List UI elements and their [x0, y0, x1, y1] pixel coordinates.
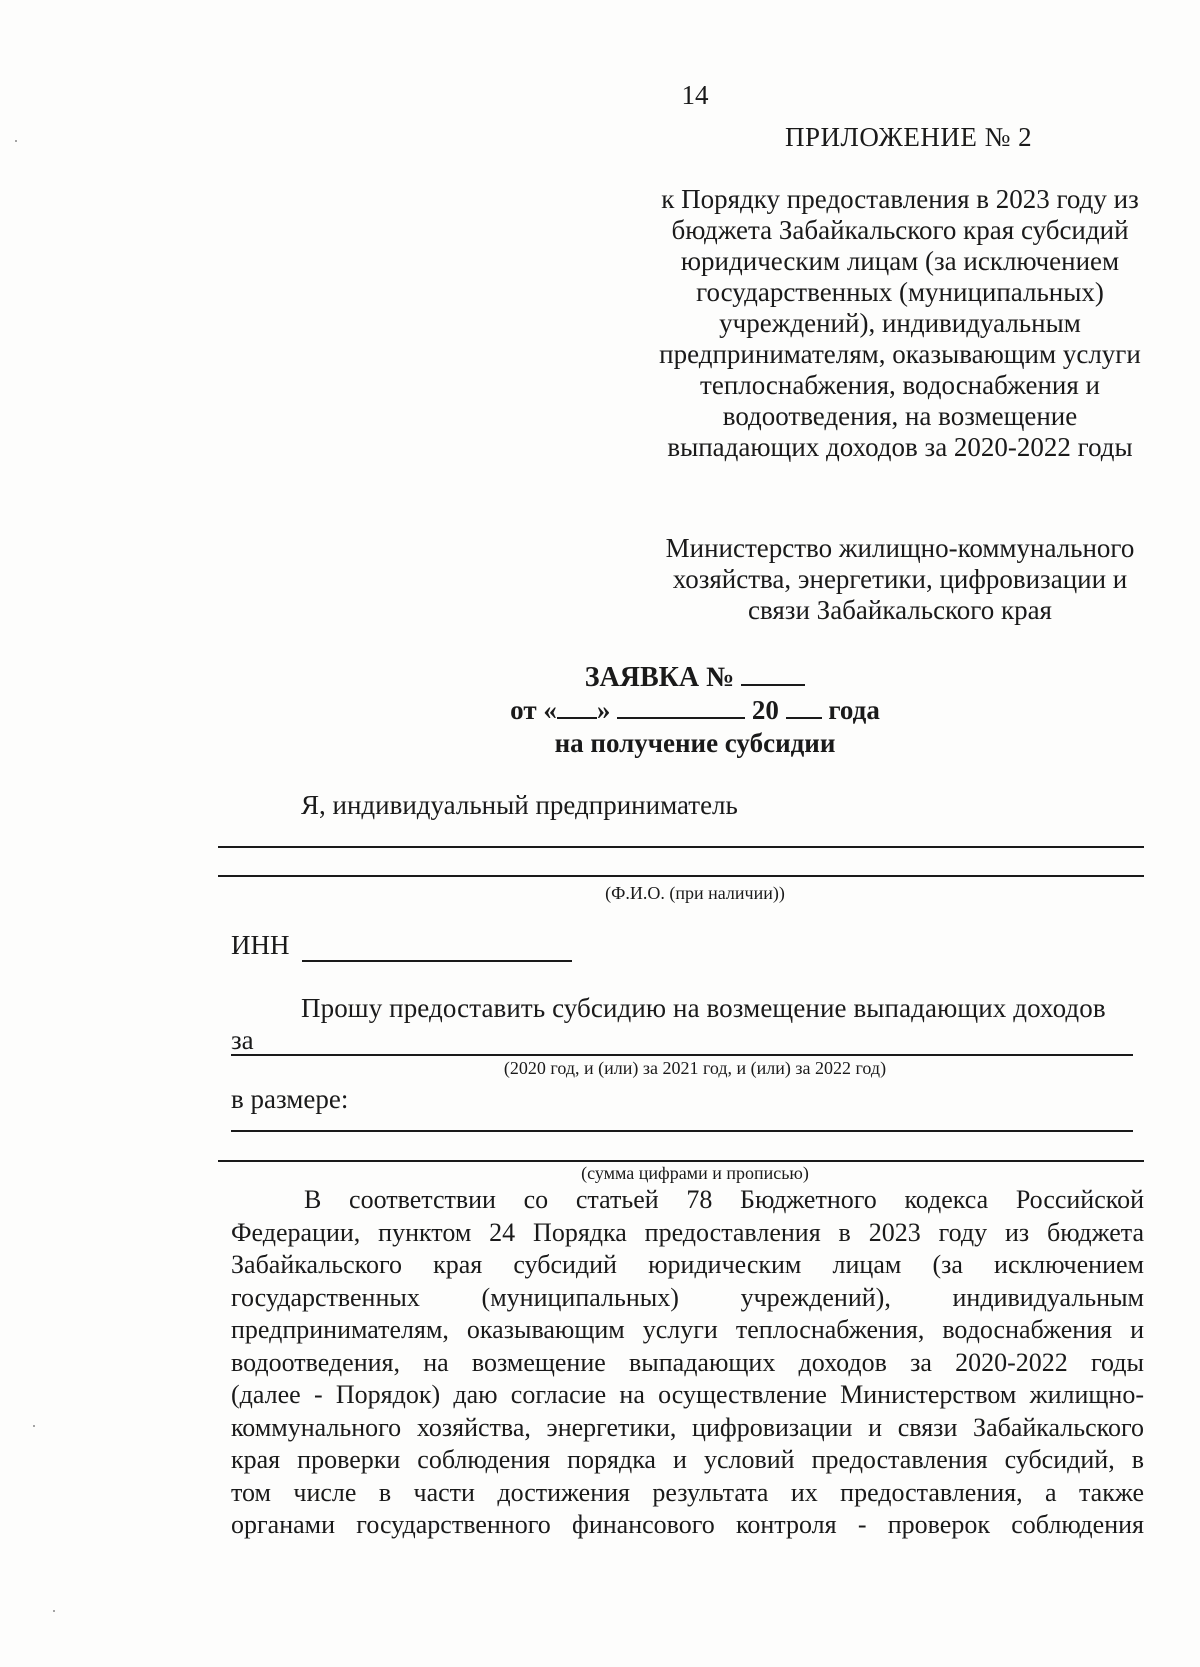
- inn-label: ИНН: [231, 930, 290, 960]
- appendix-basis-line: к Порядку предоставления в 2023 году из: [661, 184, 1139, 214]
- year-prefix: 20: [751, 695, 779, 725]
- date-from-label: от «: [510, 695, 557, 725]
- amount-line-1[interactable]: [231, 1130, 1133, 1132]
- addressee-line: Министерство жилищно-коммунального: [665, 533, 1135, 563]
- consent-line: органами государственного финансового контроля - проверок соблюдения: [231, 1510, 1144, 1539]
- consent-paragraph: [231, 1184, 1144, 1542]
- consent-line: том числе в части достижения результата их предоставления, а также: [231, 1477, 1144, 1507]
- scan-speck: [15, 140, 17, 142]
- appendix-title: ПРИЛОЖЕНИЕ № 2: [785, 122, 1033, 152]
- request-text: Прошу предоставить субсидию на возмещение выпадающих доходов: [301, 993, 1106, 1023]
- applicant-intro: Я, индивидуальный предприниматель: [301, 790, 738, 820]
- consent-line: края проверки соблюдения порядка и условий предоставления субсидий, в: [231, 1445, 1144, 1474]
- date-quote-close: »: [596, 695, 611, 725]
- consent-line: водоотведения, на возмещение выпадающих доходов за 2020-2022 годы: [231, 1347, 1144, 1377]
- application-title: [0, 662, 1200, 694]
- appendix-basis-line: юридическим лицам (за исключением: [680, 246, 1120, 276]
- appendix-basis-line: учреждений), индивидуальным: [719, 308, 1081, 338]
- appendix-basis-line: бюджета Забайкальского края субсидий: [671, 215, 1129, 245]
- year-suffix: года: [828, 695, 880, 725]
- application-date: [0, 695, 1200, 726]
- appendix-basis-line: предпринимателям, оказывающим услуги: [659, 339, 1141, 369]
- request-for-label: за: [231, 1025, 254, 1055]
- addressee-line: хозяйства, энергетики, цифровизации и: [672, 564, 1128, 594]
- period-caption: (2020 год, и (или) за 2021 год, и (или) за 2022 год): [503, 1058, 887, 1078]
- appendix-basis-line: выпадающих доходов за 2020-2022 годы: [667, 432, 1133, 462]
- amount-caption: (сумма цифрами и прописью): [581, 1163, 809, 1183]
- scan-speck: [33, 1425, 35, 1427]
- consent-line: (далее - Порядок) даю согласие на осуществление Министерством жилищно-: [231, 1380, 1144, 1409]
- fio-caption: (Ф.И.О. (при наличии)): [605, 883, 785, 903]
- addressee: [640, 533, 1160, 626]
- consent-line: коммунального хозяйства, энергетики, цифровизации и связи Забайкальского: [231, 1412, 1144, 1442]
- page-number: 14: [681, 80, 709, 110]
- application-number-field[interactable]: [741, 662, 805, 686]
- date-year-field[interactable]: [786, 695, 822, 719]
- amount-label: в размере:: [231, 1084, 349, 1114]
- application-subject: на получение субсидии: [554, 728, 836, 758]
- appendix-basis-line: водоотведения, на возмещение: [722, 401, 1078, 431]
- consent-line: государственных (муниципальных) учреждений), индивидуальным: [231, 1282, 1144, 1312]
- period-field[interactable]: [231, 1054, 1133, 1056]
- date-month-field[interactable]: [617, 695, 745, 719]
- application-title-text: ЗАЯВКА №: [584, 662, 735, 693]
- amount-line-2[interactable]: [218, 1160, 1144, 1162]
- consent-line: предпринимателям, оказывающим услуги теплоснабжения, водоснабжения и: [231, 1315, 1144, 1344]
- inn-field[interactable]: [302, 960, 572, 962]
- consent-line: Федерации, пунктом 24 Порядка предоставления в 2023 году из бюджета: [231, 1217, 1144, 1247]
- consent-line: Забайкальского края субсидий юридическим лицам (за исключением: [231, 1250, 1144, 1279]
- scan-speck: [53, 1610, 55, 1612]
- fio-line-2[interactable]: [218, 875, 1144, 877]
- date-day-field[interactable]: [557, 695, 597, 719]
- appendix-basis-line: теплоснабжения, водоснабжения и: [700, 370, 1100, 400]
- addressee-line: связи Забайкальского края: [748, 595, 1052, 625]
- appendix-basis: [640, 184, 1160, 463]
- appendix-basis-line: государственных (муниципальных): [696, 277, 1104, 307]
- consent-line: В соответствии со статьей 78 Бюджетного кодекса Российской: [304, 1185, 1144, 1214]
- fio-line-1[interactable]: [218, 846, 1144, 848]
